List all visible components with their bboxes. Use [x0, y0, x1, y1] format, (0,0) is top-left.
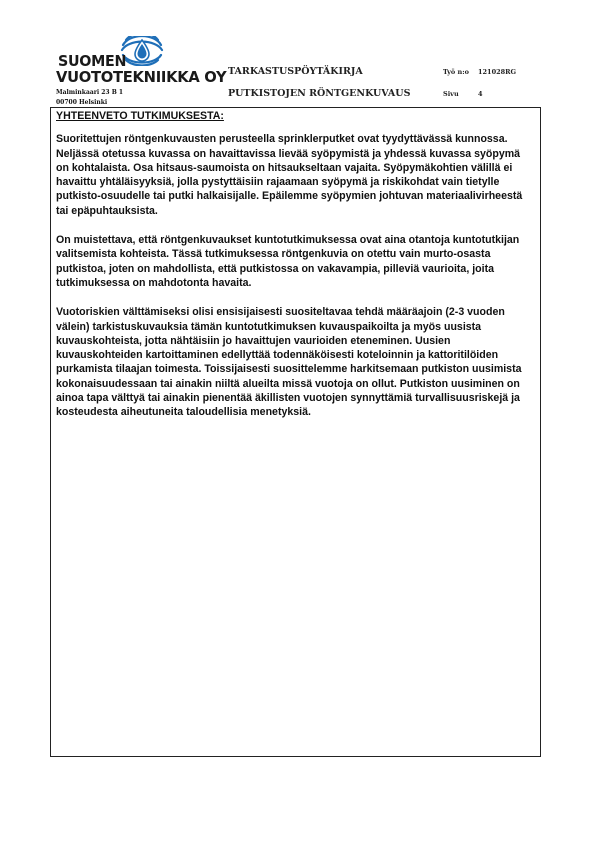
summary-paragraph-1: Suoritettujen röntgenkuvausten perusteella sprinklerputket ovat tyydyttävässä kunnossa. Neljässä otetussa kuvassa on havaittavissa lievää syöpymistä ja yhdessä kuvassa syöpymä on kohtalaista. Osa hitsaus-saumoista on hitsaukseltaan vajaita. Syöpymäkohtien välillä ei havaittu yhtäläisyyksiä, jolla pystyttäisiin rajaamaan syöpymä ja riskikohdat vain tietylle putkisto-osuudelle tai putki halkaisijalle. Epäilemme syöpymien johtuvan materiaalivirheestä tai epäpuhtauksista.	[56, 133, 523, 217]
document-subtitle: PUTKISTOJEN RÖNTGENKUVAUS	[228, 88, 411, 99]
page-label: Sivu	[443, 90, 459, 98]
company-address-city: 00700 Helsinki	[56, 99, 108, 106]
summary-paragraph-2: On muistettava, että röntgenkuvaukset kuntotutkimuksessa ovat aina otantoja kuntotutkijan valitsemista kohteista. Tässä tutkimuksessa röntgenkuvia on otettu vain murto-osasta putkistoa, joten on mahdollista, että putkistossa on vakavampia, pilleviä vaurioita, joita tutkimuksessa on mahdotonta havaita.	[56, 234, 520, 289]
page-number: 4	[478, 90, 483, 98]
work-number-value: 121028RG	[478, 68, 517, 76]
summary-section	[56, 109, 534, 435]
logo-text-line2: VUOTOTEKNIIKKA OY	[56, 68, 227, 86]
logo-text-line1: SUOMEN	[58, 52, 127, 70]
water-drop-logo-icon	[120, 36, 164, 66]
summary-paragraph-3: Vuotoriskien välttämiseksi olisi ensisijaisesti suositeltavaa tehdä määräajoin (2-3 vuoden välein) tarkistuskuvauksia tämän kuntotutkimuksen kuvauspaikoilta ja myös uusista kuvauskohteista, jotta nähtäisiin jo havaittujen vaurioiden eteneminen. Uusien kuvauskohteiden kartoittaminen edellyttää todennäköisesti koteloinnin ja kattoritilöiden purkamista tilaajan toimesta. Toissijaisesti suosittelemme harkitsemaan putkiston uusimista kokonaisuudessaan tai ainakin niiltä alueilta missä vuotoja on ollut. Putkiston uusiminen on ainoa tapa välttyä tai ainakin pienentää äkillisten vuotojen synnyttämiä turvallisuusriskejä ja kosteudesta aiheutuneita taloudellisia menetyksiä.	[56, 306, 522, 419]
company-address-street: Malminkaari 23 B 1	[56, 89, 124, 96]
section-heading: YHTEENVETO TUTKIMUKSESTA:	[56, 110, 224, 122]
work-number-label: Työ n:o	[443, 68, 469, 76]
document-title: TARKASTUSPÖYTÄKIRJA	[228, 66, 363, 77]
company-logo	[56, 36, 246, 88]
